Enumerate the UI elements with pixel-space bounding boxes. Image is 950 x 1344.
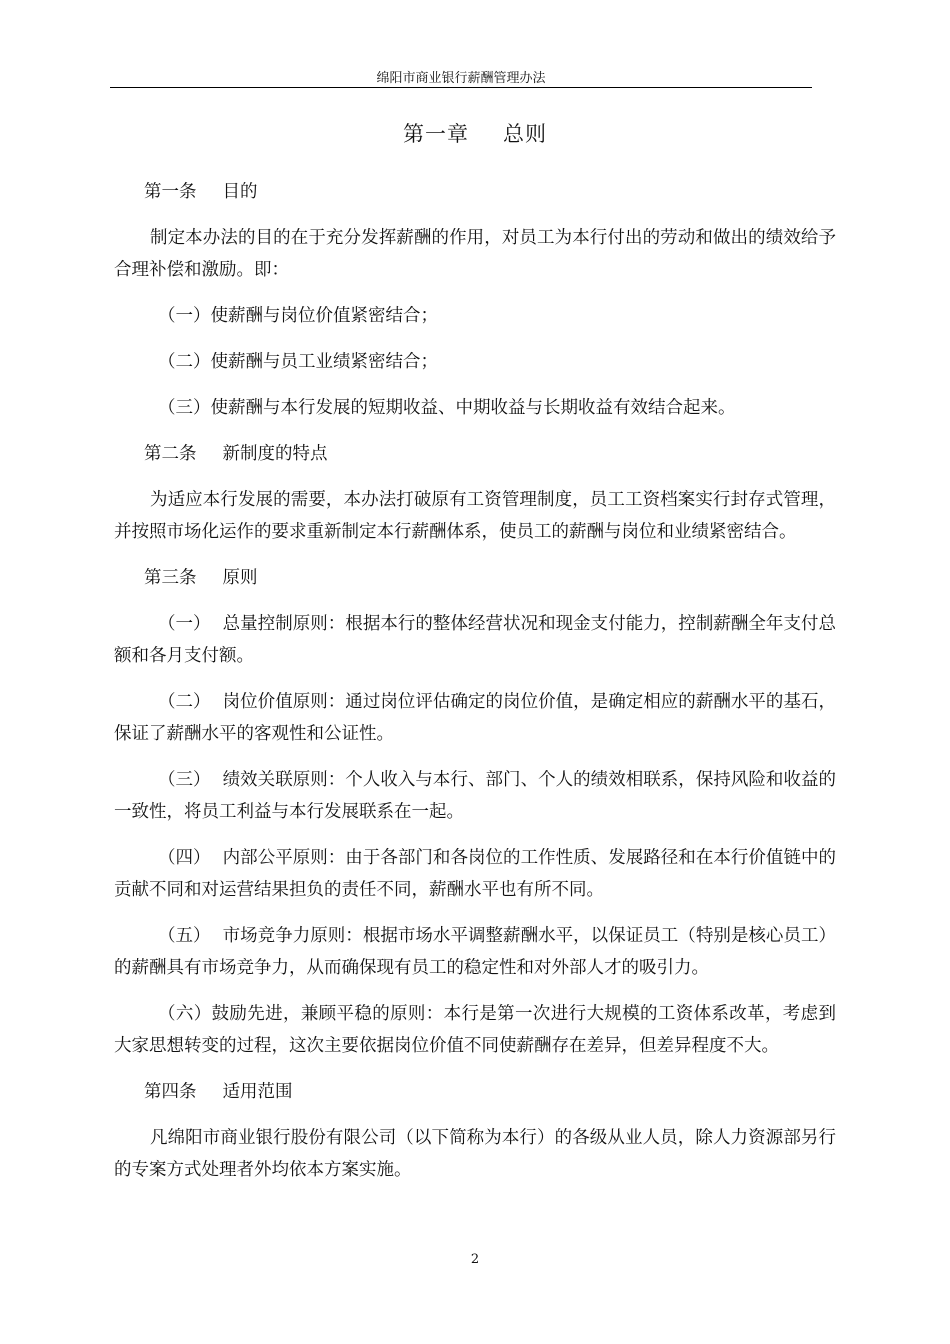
item-label: （五） [158, 926, 211, 946]
article-number: 第二条 [144, 444, 197, 464]
article-number: 第三条 [144, 568, 197, 588]
item-text: 内部公平原则：由于各部门和各岗位的工作性质、发展路径和在本行价值链中的贡献不同和对运营结果担负的责任不同，薪酬水平也有所不同。 [114, 848, 837, 900]
principle-item [114, 686, 836, 750]
item-text: 鼓励先进，兼顾平稳的原则：本行是第一次进行大规模的工资体系改革，考虑到大家思想转变的过程，这次主要依据岗位价值不同使薪酬存在差异，但差异程度不大。 [114, 1004, 837, 1056]
list-item: （三）使薪酬与本行发展的短期收益、中期收益与长期收益有效结合起来。 [158, 398, 736, 418]
item-label: （三） [158, 770, 211, 790]
document-body [114, 176, 836, 1200]
principle-item [114, 920, 836, 984]
article-title: 适用范围 [222, 1082, 293, 1102]
item-label: （四） [158, 848, 211, 868]
article-paragraph: 凡绵阳市商业银行股份有限公司（以下简称为本行）的各级从业人员，除人力资源部另行的专案方式处理者外均依本方案实施。 [114, 1128, 836, 1180]
item-label: （二） [158, 692, 211, 712]
principle-item [114, 998, 836, 1062]
item-text: 绩效关联原则：个人收入与本行、部门、个人的绩效相联系，保持风险和收益的一致性，将员工利益与本行发展联系在一起。 [114, 770, 837, 822]
item-text: 市场竞争力原则：根据市场水平调整薪酬水平，以保证员工（特别是核心员工）的薪酬具有市场竞争力，从而确保现有员工的稳定性和对外部人才的吸引力。 [114, 926, 837, 978]
list-item: （二）使薪酬与员工业绩紧密结合； [158, 352, 438, 372]
item-text: 岗位价值原则：通过岗位评估确定的岗位价值，是确定相应的薪酬水平的基石，保证了薪酬水平的客观性和公证性。 [114, 692, 837, 744]
chapter-number: 第一章 [403, 122, 469, 146]
article-number: 第四条 [144, 1082, 197, 1102]
principle-item [114, 608, 836, 672]
article-paragraph: 制定本办法的目的在于充分发挥薪酬的作用，对员工为本行付出的劳动和做出的绩效给予合理补偿和激励。即： [114, 228, 836, 280]
article-title: 原则 [222, 568, 258, 588]
principle-item [114, 842, 836, 906]
article-title: 新制度的特点 [222, 444, 328, 464]
item-text: 总量控制原则：根据本行的整体经营状况和现金支付能力，控制薪酬全年支付总额和各月支付额。 [114, 614, 837, 666]
article-title: 目的 [222, 182, 258, 202]
article-paragraph: 为适应本行发展的需要，本办法打破原有工资管理制度，员工工资档案实行封存式管理，并按照市场化运作的要求重新制定本行薪酬体系，使员工的薪酬与岗位和业绩紧密结合。 [114, 490, 836, 542]
principle-item [114, 764, 836, 828]
article-heading [114, 562, 836, 594]
article-heading [114, 1076, 836, 1108]
page-number: 2 [470, 1252, 480, 1267]
list-item: （一）使薪酬与岗位价值紧密结合； [158, 306, 438, 326]
chapter-name: 总则 [503, 122, 547, 146]
running-header: 绵阳市商业银行薪酬管理办法 [110, 70, 812, 88]
chapter-title [0, 119, 950, 149]
article-heading [114, 176, 836, 208]
article-heading [114, 438, 836, 470]
item-label: （一） [158, 614, 211, 634]
article-number: 第一条 [144, 182, 197, 202]
item-label: （六） [158, 1004, 212, 1024]
